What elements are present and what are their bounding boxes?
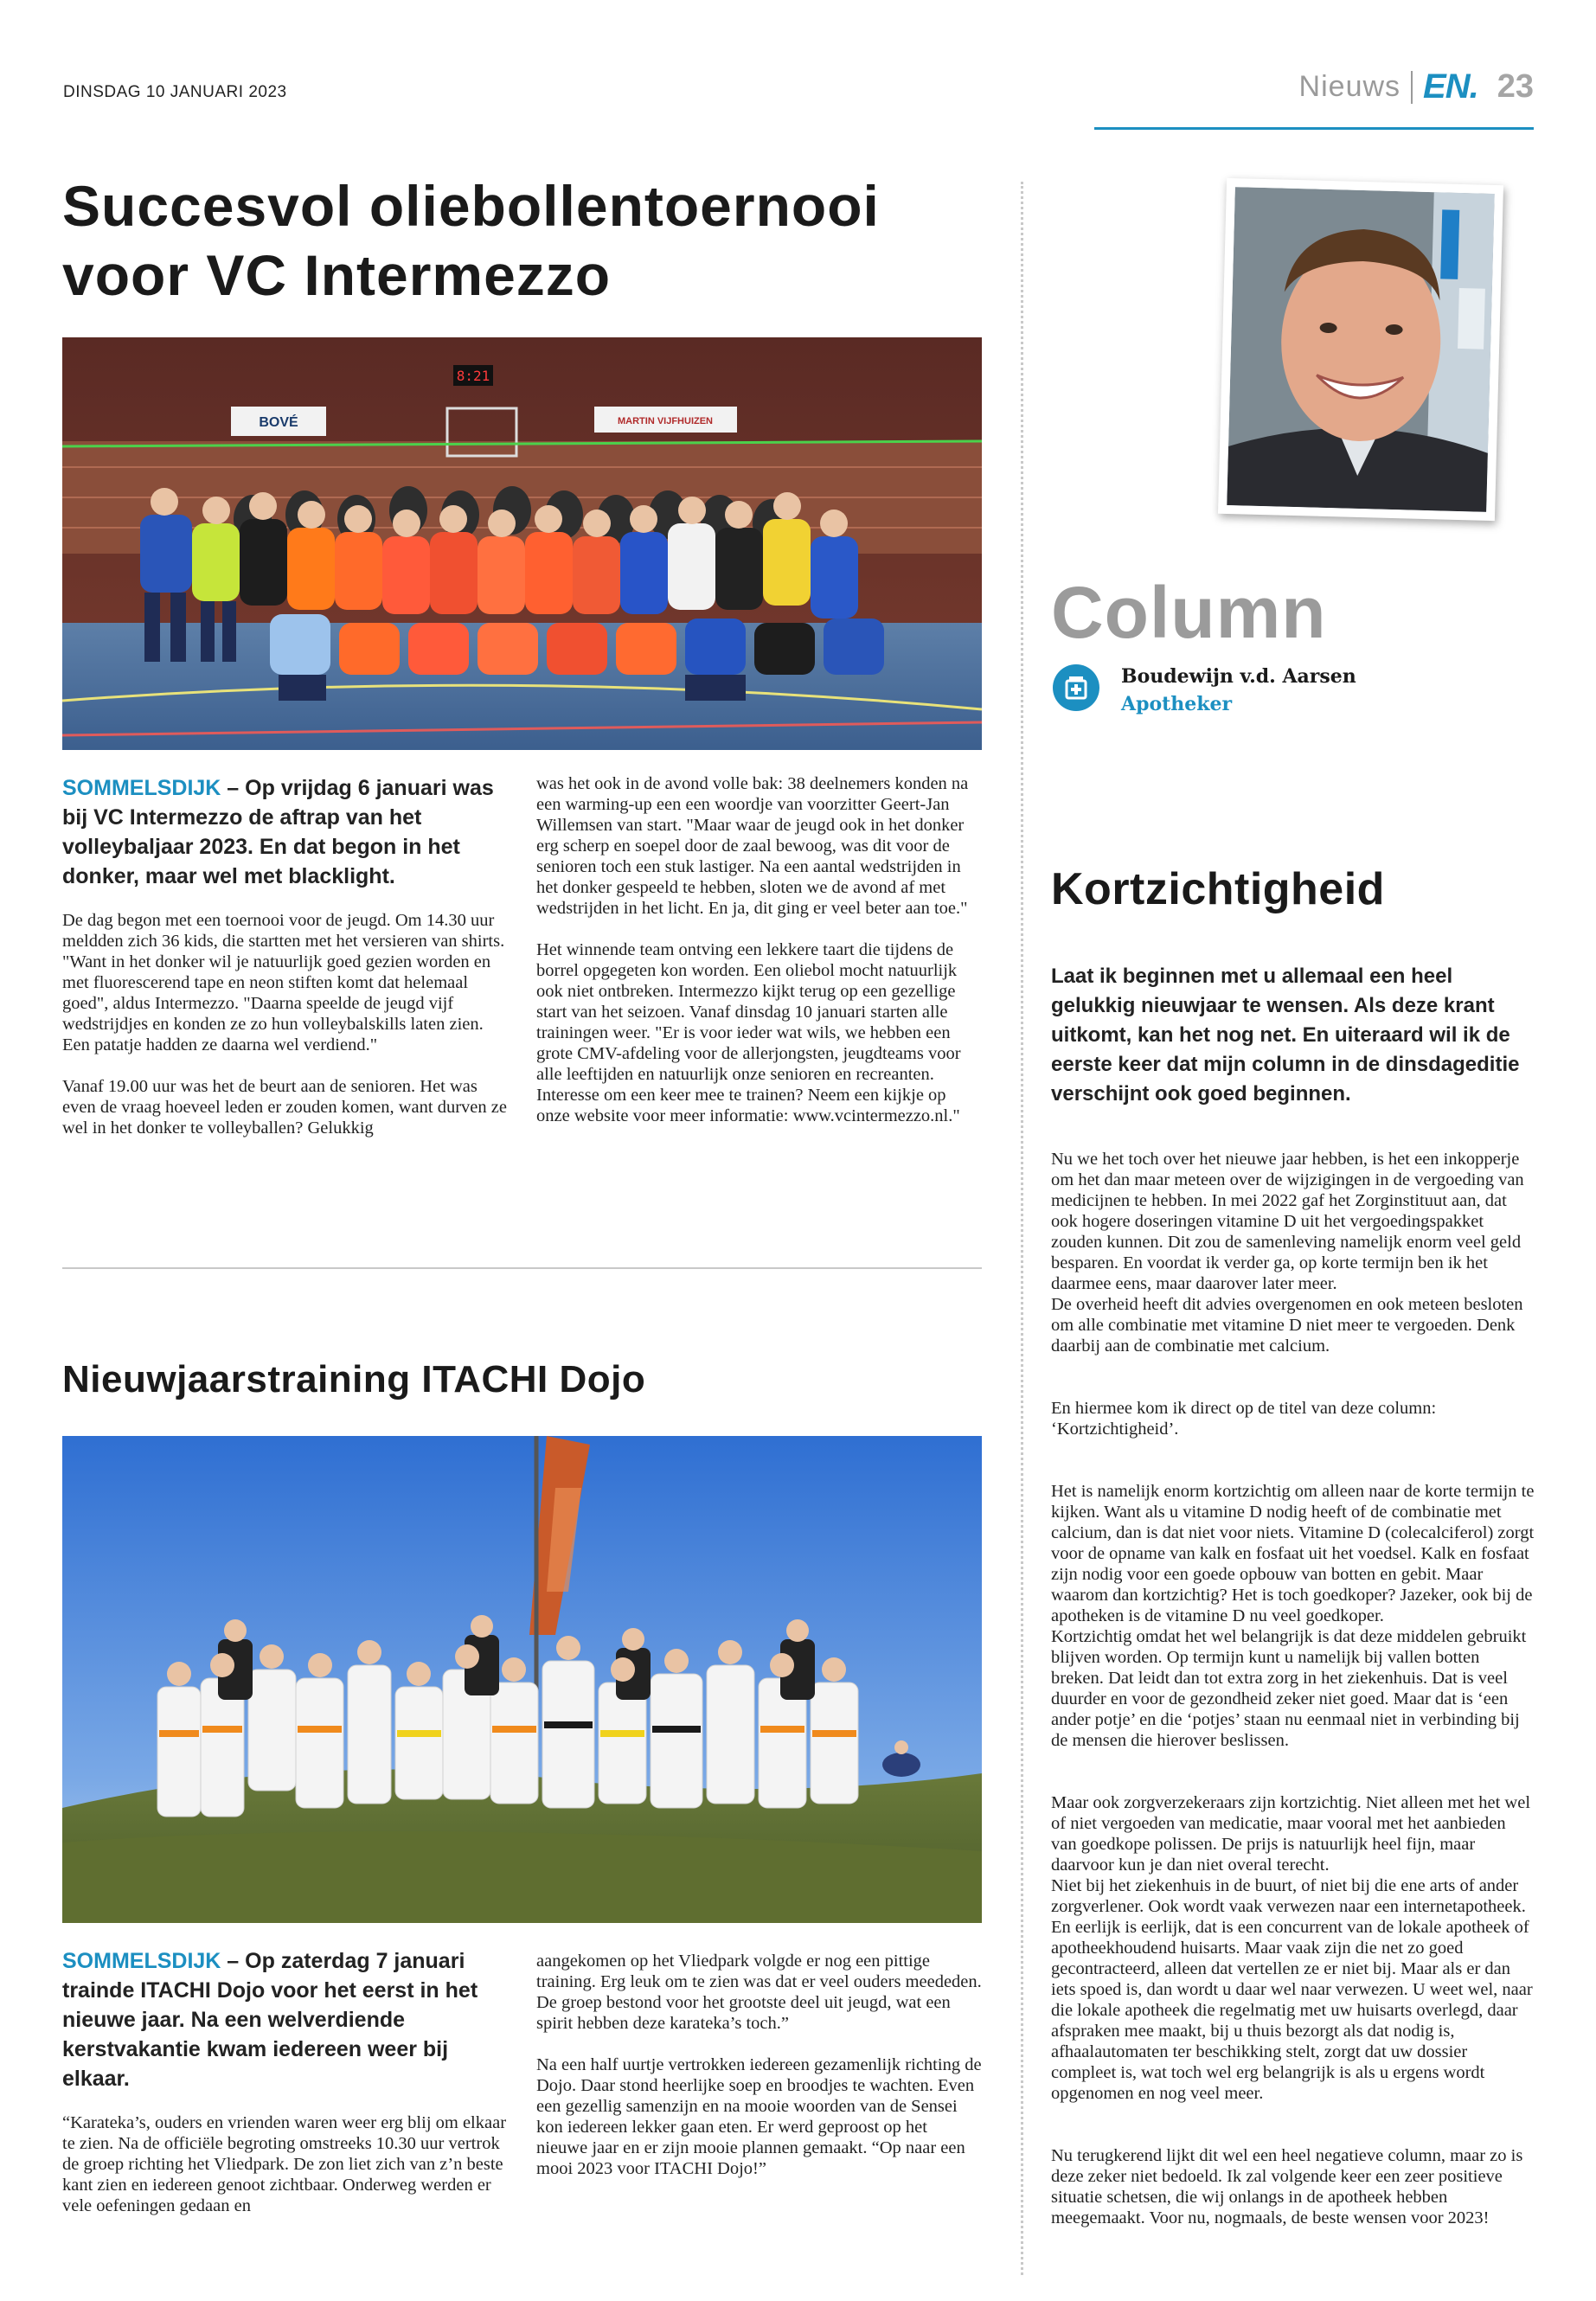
section-label: Nieuws <box>1298 70 1401 103</box>
column-paragraph: Maar ook zorgverzekeraars zijn kortzichtig. Niet alleen met het wel of niet vergoeden van medicatie, maar vooral met het aanbieden van goedkope polissen. De prijs is natuurlijk heel fijn, maar daarvoor kun je dan niet overal terecht. Niet bij het ziekenhuis in de buurt, of niet bij die ene arts of ander zorgverlener. Ook wordt vaak verwezen naar een internetapotheek. En eerlijk is eerlijk, dat is een concurrent van de lokale apotheek of apotheekhoudend huisarts. Maar vaak zijn die net zo goed gecontracteerd, alleen dat vertellen ze er niet bij. Maar als er dan iets spoed is, dan wordt u daar wel naar verwezen. U weet wel, naar die lokale apotheek die regelmatig met uw huisarts overlegd, daar afspraken mee maakt, bij u thuis bezorgt als dat nodig is, afhaalautomaten ter beschikking stelt, zorgt dat uw dossier compleet is, wat toch wel erg belangrijk is als u ergens wordt opgenomen en nog veel meer. <box>1051 1793 1533 2103</box>
karate-group-photo <box>62 1436 982 1923</box>
column-paragraph: Nu terugkerend lijkt dit wel een heel negatieve column, maar zo is deze zeker niet bedoeld. Ik zal volgende keer een zeer positieve situatie schetsen, die wij onlangs in de apotheek hebben meegemaakt. Voor nu, nogmaals, de beste wensen voor 2023! <box>1051 2146 1523 2227</box>
banner-left-text: BOVÉ <box>259 415 298 430</box>
column-paragraph: Het is namelijk enorm kortzichtig om alleen naar de korte termijn te kijken. Want als u vitamine D nodig heeft of de combinatie met calcium, dan is dat niet voor niets. Vitamine D (colecalciferol) zorgt voor de opname van kalk en fosfaat uit het voedsel. Kalk en fosfaat zijn nodig voor een goede opbouw van botten en gebit. Maar waarom dan kortzichtig? Het is toch goedkoper? Jazeker, ook bij de apotheken is de vitamine D nu veel goedkoper. Kortzichtig omdat het wel belangrijk is dat deze middelen gebruikt blijven worden. Op termijn kunt u namelijk bij vallen botten breken. Dat leidt dan tot extra zorg in het ziekenhuis. Dat is veel duurder en voor de gezondheid zeker niet goed. Maar dat is ‘een ander potje’ en die ‘potjes’ staan nu eenmaal niet in verbinding bij de mensen die hierover beslissen. <box>1051 1482 1535 1750</box>
newspaper-logo: EN. <box>1423 67 1478 106</box>
banner-right-text: MARTIN VIJFHUIZEN <box>618 416 713 426</box>
article1-paragraph: was het ook in de avond volle bak: 38 deelnemers konden na een warming-up een een woordje van voorzitter Geert-Jan Willemsen van start. "Maar waar de jeugd ook in het donker erg scherp en soepel door de zaal bewoog, was dit voor de senioren toch een stuk lastiger. Na een aantal wedstrijden in het donker gespeeld te hebben, sloten we de avond af met wedstrijden in het licht. En ja, dit ging er veel beter aan toe." <box>536 774 969 918</box>
article2-column-2 <box>536 1951 982 2200</box>
column-lead: Laat ik beginnen met u allemaal een heel gelukkig nieuwjaar te wensen. Als deze krant uitkomt, kan het nog net. En uiteraard wil ik de eerste keer dat mijn column in de dinsdageditie verschijnt ook goed beginnen. <box>1051 965 1520 1106</box>
author-role: Apotheker <box>1121 693 1233 715</box>
article-divider <box>62 1267 982 1269</box>
header-rule <box>1094 127 1534 130</box>
article1-column-2 <box>536 773 982 1147</box>
column-paragraph: En hiermee kom ik direct op de titel van deze column: ‘Kortzichtigheid’. <box>1051 1399 1437 1439</box>
article1-paragraph: De dag begon met een toernooi voor de jeugd. Om 14.30 uur meldden zich 36 kids, die startten met het versieren van shirts. "Want in het donker wil je natuurlijk goed gezien worden en met fluorescerend tape en neon stiften komt dat helemaal goed", aldus Intermezzo. "Daarna speelde de jeugd vijf wedstrijdjes en konden ze zo hun volleybalskills laten zien. Een patatje hadden ze daarna wel verdiend." <box>62 911 505 1054</box>
article2-paragraph: Na een half uurtje vertrokken iedereen gezamenlijk richting de Dojo. Daar stond heerlijke soep en broodjes te wachten. Even een gezellig samenzijn en na mooie woorden van de Sensei kon iedereen lekker gaan eten. Er werd geproost op het nieuwe jaar en er zijn mooie plannen gemaakt. “Op naar een mooi 2023 voor ITACHI Dojo!” <box>536 2055 982 2178</box>
author-name: Boudewijn v.d. Aarsen <box>1121 665 1356 688</box>
publication-date: DINSDAG 10 JANUARI 2023 <box>63 83 287 101</box>
volleyball-team-photo <box>62 337 982 750</box>
article1-paragraph: Het winnende team ontving een lekkere taart die tijdens de borrel opgegeten kon worden. Een oliebol mocht natuurlijk ook niet ontbreken. Intermezzo kijkt terug op een gezellige start van het seizoen. Vanaf dinsdag 10 januari starten alle trainingen weer. "Er is voor ieder wat wils, we hebben een grote CMV-afdeling voor de allerjongsten, jeugdteams voor alle leeftijden en natuurlijk onze senioren en recreanten. Interesse om een keer mee te trainen? Neem een kijkje op onze website voor meer informatie: www.vcintermezzo.nl." <box>536 940 961 1125</box>
article2-paragraph: aangekomen op het Vliedpark volgde er nog een pittige training. Erg leuk om te zien was dat er veel ouders meededen. De groep bestond voor het grootste deel uit jeugd, wat een spirit hebben deze karateka’s toch.” <box>536 1952 982 2033</box>
column-body <box>1051 941 1535 2270</box>
article1-column-1 <box>62 773 508 1159</box>
author-block <box>1121 663 1356 718</box>
column-paragraph: Nu we het toch over het nieuwe jaar hebben, is het een inkopperje om het dan maar meteen over de wijzigingen in de vergoeding van medicijnen te hebben. In mei 2022 gaf het Zorginstituut aan, dat ook hogere doseringen vitamine D uit het vergoedingspakket zouden kunnen. Dit zou de samenleving namelijk enorm veel geld besparen. En voordat ik verder ga, op korte termijn ben ik het daarmee eens, maar daarover later meer. De overheid heeft dit advies overgenomen en ook meteen besloten om alle combinatie met vitamine D niet meer te vergoeden. Denk daarbij aan de combinatie met calcium. <box>1051 1150 1524 1356</box>
article2-location: SOMMELSDIJK <box>62 1949 221 1973</box>
page-number: 23 <box>1497 68 1534 105</box>
column-divider <box>1021 182 1023 2275</box>
article1-location: SOMMELSDIJK <box>62 776 221 800</box>
column-label: Column <box>1051 572 1327 653</box>
scoreboard-text: 8:21 <box>456 368 490 384</box>
page-header <box>1299 67 1534 106</box>
article2-column-1 <box>62 1946 508 2237</box>
header-divider <box>1411 71 1413 104</box>
article2-lead: SOMMELSDIJK – Op zaterdag 7 januari trainde ITACHI Dojo voor het eerst in het nieuwe jaar. Na een welverdiende kerstvakantie kwam iedereen weer bij elkaar. <box>62 1949 478 2091</box>
pharmacy-icon <box>1053 664 1099 711</box>
article1-lead: SOMMELSDIJK – Op vrijdag 6 januari was bij VC Intermezzo de aftrap van het volleybaljaar 2023. En dat begon in het donker, maar wel met blacklight. <box>62 776 494 888</box>
article2-paragraph: “Karateka’s, ouders en vrienden waren weer erg blij om elkaar te zien. Na de officiële begroting omstreeks 10.30 uur vertrok de groep richting het Vliedpark. De zon liet zich van z’n beste kant zien en iedereen genoot zichtbaar. Onderweg werden er vele oefeningen gedaan en <box>62 2113 507 2215</box>
article-title-karate: Nieuwjaarstraining ITACHI Dojo <box>62 1358 646 1400</box>
column-title: Kortzichtigheid <box>1051 864 1385 914</box>
article-title-volleyball: Succesvol oliebollentoernooi voor VC Intermezzo <box>62 174 880 307</box>
author-portrait <box>1218 178 1503 521</box>
article1-paragraph: Vanaf 19.00 uur was het de beurt aan de senioren. Het was even de vraag hoeveel leden er zouden komen, want durven ze wel in het donker te volleyballen? Gelukkig <box>62 1077 507 1138</box>
